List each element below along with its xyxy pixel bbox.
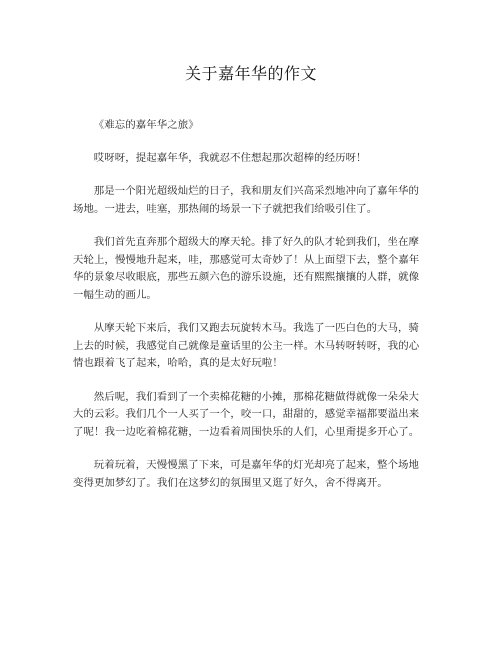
paragraph: 然后呢，我们看到了一个卖棉花糖的小摊，那棉花糖做得就像一朵朵大大的云彩。我们几个一人买了一个，咬一口，甜甜的，感觉幸福都要溢出来了呢！我一边吃着棉花糖，一边看着周围快乐的人们，心里甭提多开心了。: [73, 390, 420, 438]
paragraph: 那是一个阳光超级灿烂的日子，我和朋友们兴高采烈地冲向了嘉年华的场地。一进去，哇塞，那热闹的场景一下子就把我们给吸引住了。: [73, 185, 420, 215]
paragraph: 从摩天轮下来后，我们又跑去玩旋转木马。我选了一匹白色的大马，骑上去的时候，我感觉自己就像是童话里的公主一样。木马转呀转呀，我的心情也跟着飞了起来，哈哈，真的是太好玩啦！: [73, 322, 420, 369]
paragraph: 玩着玩着，天慢慢黑了下来，可是嘉年华的灯光却亮了起来，整个场地变得更加梦幻了。我们在这梦幻的氛围里又逛了好久，舍不得离开。: [73, 459, 420, 489]
paragraph: 我们首先直奔那个超级大的摩天轮。排了好久的队才轮到我们，坐在摩天轮上，慢慢地升起来，哇，那感觉可太奇妙了！从上面望下去，整个嘉年华的景象尽收眼底，那些五颜六色的游乐设施，还有熙熙攘攘的人群，就像一幅生动的画儿。: [73, 236, 420, 301]
document-title: 关于嘉年华的作文: [184, 64, 317, 83]
essay-subtitle: 《难忘的嘉年华之旅》: [93, 119, 199, 131]
document-body: [73, 117, 429, 492]
paragraph: 哎呀呀，提起嘉年华，我就忍不住想起那次超棒的经历呀！: [93, 151, 367, 164]
